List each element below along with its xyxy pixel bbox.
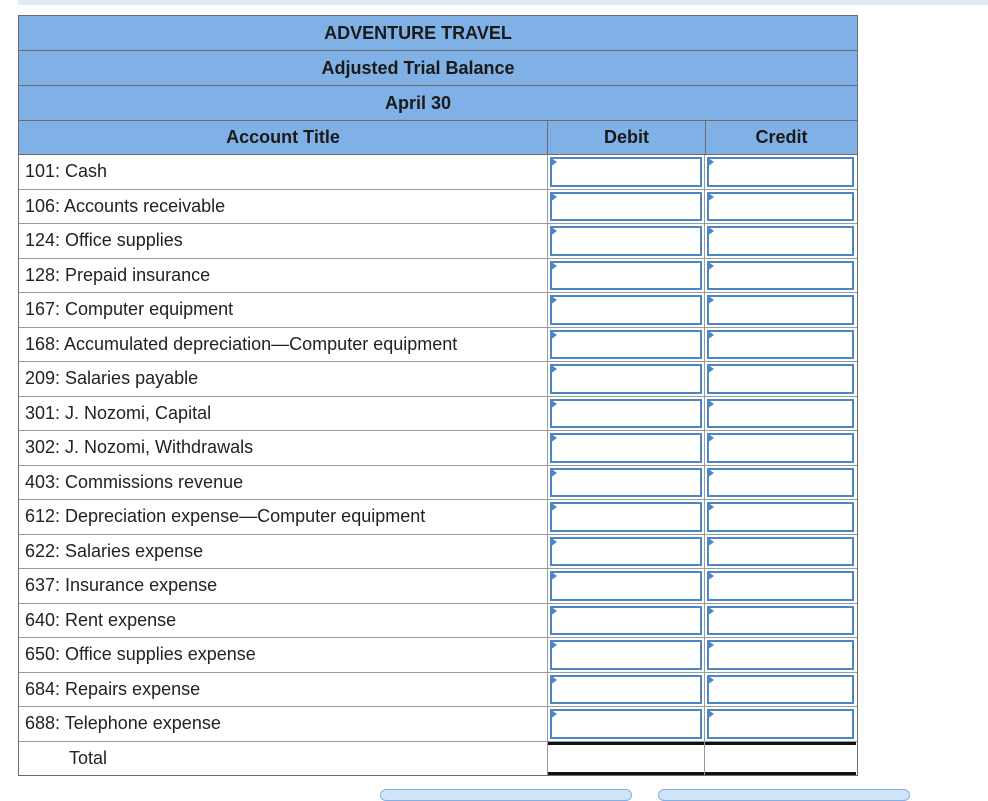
credit-cell	[705, 259, 856, 293]
account-title-cell: 168: Accumulated depreciation—Computer equipment	[19, 328, 548, 362]
account-title-cell: 128: Prepaid insurance	[19, 259, 548, 293]
dropdown-marker-icon	[707, 364, 714, 374]
dropdown-marker-icon	[707, 468, 714, 478]
account-title-cell: 209: Salaries payable	[19, 362, 548, 396]
credit-cell	[705, 293, 856, 327]
dropdown-marker-icon	[550, 192, 557, 202]
credit-cell	[705, 362, 856, 396]
dropdown-marker-icon	[707, 330, 714, 340]
dropdown-marker-icon	[707, 399, 714, 409]
table-row	[19, 224, 857, 259]
table-row	[19, 190, 857, 225]
debit-cell	[548, 190, 705, 224]
debit-input[interactable]	[550, 433, 702, 463]
credit-input[interactable]	[707, 537, 854, 567]
credit-cell	[705, 535, 856, 569]
dropdown-marker-icon	[550, 640, 557, 650]
credit-cell	[705, 673, 856, 707]
dropdown-marker-icon	[707, 192, 714, 202]
debit-input[interactable]	[550, 537, 702, 567]
account-title-cell: 640: Rent expense	[19, 604, 548, 638]
credit-input[interactable]	[707, 157, 854, 187]
table-row	[19, 466, 857, 501]
debit-input[interactable]	[550, 502, 702, 532]
table-row	[19, 569, 857, 604]
credit-cell	[705, 638, 856, 672]
debit-total-cell	[548, 742, 705, 776]
debit-input[interactable]	[550, 606, 702, 636]
debit-cell	[548, 707, 705, 741]
credit-input[interactable]	[707, 330, 854, 360]
company-name-header: ADVENTURE TRAVEL	[19, 16, 857, 51]
total-label: Total	[19, 742, 548, 776]
dropdown-marker-icon	[550, 709, 557, 719]
dropdown-marker-icon	[550, 502, 557, 512]
statement-title-header: Adjusted Trial Balance	[19, 51, 857, 86]
credit-cell	[705, 569, 856, 603]
account-title-cell: 622: Salaries expense	[19, 535, 548, 569]
account-title-cell: 167: Computer equipment	[19, 293, 548, 327]
credit-cell	[705, 707, 856, 741]
dropdown-marker-icon	[707, 157, 714, 167]
credit-cell	[705, 397, 856, 431]
dropdown-marker-icon	[550, 226, 557, 236]
credit-cell	[705, 500, 856, 534]
debit-cell	[548, 638, 705, 672]
debit-input[interactable]	[550, 295, 702, 325]
table-row	[19, 362, 857, 397]
top-strip	[18, 0, 988, 5]
account-title-cell: 637: Insurance expense	[19, 569, 548, 603]
debit-input[interactable]	[550, 261, 702, 291]
account-title-cell: 688: Telephone expense	[19, 707, 548, 741]
account-title-cell: 106: Accounts receivable	[19, 190, 548, 224]
debit-input[interactable]	[550, 709, 702, 739]
dropdown-marker-icon	[550, 261, 557, 271]
credit-cell	[705, 604, 856, 638]
debit-input[interactable]	[550, 571, 702, 601]
dropdown-marker-icon	[707, 606, 714, 616]
credit-input[interactable]	[707, 675, 854, 705]
debit-cell	[548, 466, 705, 500]
table-row	[19, 397, 857, 432]
dropdown-marker-icon	[550, 157, 557, 167]
table-row	[19, 500, 857, 535]
credit-input[interactable]	[707, 606, 854, 636]
dropdown-marker-icon	[707, 709, 714, 719]
debit-cell	[548, 535, 705, 569]
debit-input[interactable]	[550, 675, 702, 705]
debit-total-field[interactable]	[548, 742, 704, 776]
debit-cell	[548, 155, 705, 189]
dropdown-marker-icon	[707, 433, 714, 443]
account-title-cell: 301: J. Nozomi, Capital	[19, 397, 548, 431]
dropdown-marker-icon	[707, 261, 714, 271]
credit-input[interactable]	[707, 709, 854, 739]
credit-total-cell	[705, 742, 856, 776]
next-button[interactable]	[658, 789, 910, 801]
debit-cell	[548, 431, 705, 465]
dropdown-marker-icon	[707, 675, 714, 685]
prev-button[interactable]	[380, 789, 632, 801]
debit-cell	[548, 673, 705, 707]
debit-cell	[548, 224, 705, 258]
credit-input[interactable]	[707, 571, 854, 601]
debit-input[interactable]	[550, 192, 702, 222]
dropdown-marker-icon	[707, 226, 714, 236]
account-title-cell: 403: Commissions revenue	[19, 466, 548, 500]
column-header-row	[19, 121, 857, 155]
credit-cell	[705, 328, 856, 362]
credit-total-field[interactable]	[705, 742, 856, 776]
table-row	[19, 155, 857, 190]
table-row	[19, 293, 857, 328]
debit-cell	[548, 604, 705, 638]
credit-input[interactable]	[707, 261, 854, 291]
dropdown-marker-icon	[707, 640, 714, 650]
credit-cell	[705, 431, 856, 465]
dropdown-marker-icon	[550, 606, 557, 616]
dropdown-marker-icon	[550, 468, 557, 478]
table-row	[19, 673, 857, 708]
total-row	[19, 742, 857, 776]
dropdown-marker-icon	[550, 399, 557, 409]
credit-cell	[705, 466, 856, 500]
account-title-cell: 650: Office supplies expense	[19, 638, 548, 672]
account-title-cell: 684: Repairs expense	[19, 673, 548, 707]
debit-cell	[548, 397, 705, 431]
dropdown-marker-icon	[550, 295, 557, 305]
trial-balance-table	[18, 15, 858, 776]
dropdown-marker-icon	[707, 571, 714, 581]
account-title-cell: 302: J. Nozomi, Withdrawals	[19, 431, 548, 465]
debit-cell	[548, 328, 705, 362]
account-title-cell: 124: Office supplies	[19, 224, 548, 258]
dropdown-marker-icon	[550, 675, 557, 685]
dropdown-marker-icon	[707, 502, 714, 512]
credit-input[interactable]	[707, 192, 854, 222]
dropdown-marker-icon	[707, 537, 714, 547]
credit-input[interactable]	[707, 433, 854, 463]
credit-input[interactable]	[707, 226, 854, 256]
account-title-cell: 612: Depreciation expense—Computer equipment	[19, 500, 548, 534]
debit-input[interactable]	[550, 468, 702, 498]
dropdown-marker-icon	[550, 330, 557, 340]
table-row	[19, 638, 857, 673]
credit-input[interactable]	[707, 295, 854, 325]
debit-cell	[548, 259, 705, 293]
debit-column-header: Debit	[548, 121, 706, 154]
credit-column-header: Credit	[755, 127, 808, 147]
dropdown-marker-icon	[550, 364, 557, 374]
debit-input[interactable]	[550, 399, 702, 429]
dropdown-marker-icon	[550, 571, 557, 581]
credit-input[interactable]	[707, 468, 854, 498]
credit-cell	[705, 190, 856, 224]
debit-input[interactable]	[550, 330, 702, 360]
account-title-column-header: Account Title	[19, 121, 548, 154]
account-title-cell: 101: Cash	[19, 155, 548, 189]
credit-input[interactable]	[707, 364, 854, 394]
credit-input[interactable]	[707, 640, 854, 670]
table-row	[19, 604, 857, 639]
table-row	[19, 259, 857, 294]
dropdown-marker-icon	[707, 295, 714, 305]
debit-input[interactable]	[550, 226, 702, 256]
credit-cell	[705, 224, 856, 258]
debit-input[interactable]	[550, 640, 702, 670]
statement-date-header: April 30	[19, 86, 857, 121]
debit-cell	[548, 362, 705, 396]
dropdown-marker-icon	[550, 537, 557, 547]
table-row	[19, 707, 857, 742]
credit-input[interactable]	[707, 502, 854, 532]
debit-input[interactable]	[550, 364, 702, 394]
credit-cell	[705, 155, 856, 189]
credit-input[interactable]	[707, 399, 854, 429]
table-row	[19, 328, 857, 363]
table-row	[19, 535, 857, 570]
account-rows	[19, 155, 857, 775]
dropdown-marker-icon	[550, 433, 557, 443]
debit-cell	[548, 569, 705, 603]
debit-cell	[548, 293, 705, 327]
debit-cell	[548, 500, 705, 534]
table-row	[19, 431, 857, 466]
debit-input[interactable]	[550, 157, 702, 187]
